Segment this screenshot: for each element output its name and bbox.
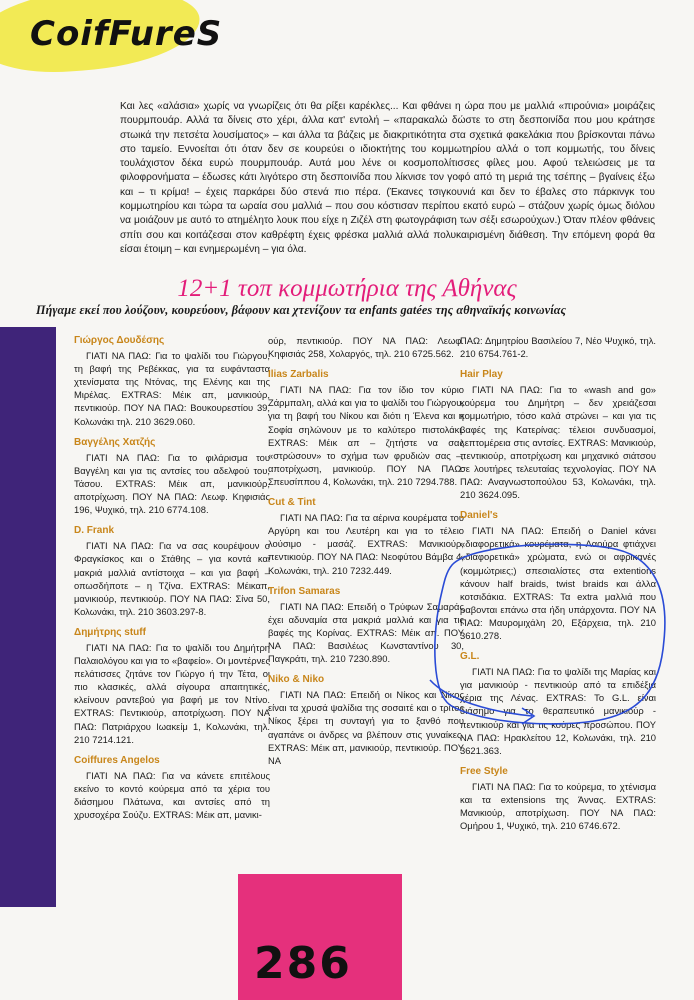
- salon-text: ΓΙΑΤΙ ΝΑ ΠΑΩ: Επειδή ο Τρύφων Σαμαράς έχει αδυναμία στα μακριά μαλλιά και για τις βαφές της Κορίνας. EXTRAS: Μέικ απ. ΠΟΥ ΝΑ ΠΑΩ: Βασιλέως Κωνσταντίνου 30, Παγκράτι, τηλ. 210 7230.890.: [268, 600, 464, 665]
- salon-name: Βαγγέλης Χατζής: [74, 436, 156, 448]
- salon-name: Niko & Niko: [268, 674, 325, 686]
- salon-name: G.L.: [460, 651, 480, 663]
- salon-text: ΓΙΑΤΙ ΝΑ ΠΑΩ: Για το φιλάρισμα του Βαγγέλη και για τις αντσίες του αδελφού του, Τάσου. EXTRAS: Μέικ απ, μανικιούρ, αποτρίχωση. ΠΟΥ ΝΑ ΠΑΩ: Λεωφ. Κηφισιάς 196, Ψυχικό, τηλ. 210 6774.108.: [74, 451, 270, 516]
- salon-text: ΓΙΑΤΙ ΝΑ ΠΑΩ: Για το ψαλίδι της Μαρίας και για μανικιούρ - πεντικιούρ από τα επιδέξια χέρια της Λένας. EXTRAS: Το G.L. είναι διάσημο για το θεραπευτικό μανικιούρ - πεντικιούρ και για τις κούρες προσώπου. ΠΟΥ ΝΑ ΠΑΩ: Ηρακλείτου 12, Κολωνάκι, τηλ. 210 3621.363.: [460, 666, 656, 756]
- salon-name: Coiffures Angelos: [74, 754, 160, 766]
- section-subtitle: Πήγαμε εκεί που λούζουν, κουρεύουν, βάφουν και χτενίζουν τα enfants gatées της αθηναϊκής κοινωνίας: [36, 303, 567, 317]
- salon-text: ΓΙΑΤΙ ΝΑ ΠΑΩ: Για τον ίδιο τον κύριο Ζάρμπαλη, αλλά και για το ψαλίδι του Γιώργου, για τη βαφή του Νίκου και διότι η Έλενα και η Σοφία σηλώνουν με το καλύτερο πιστολάκι. EXTRAS: Μέικ απ – ζητήστε να σας «στρώσουν» το σχήμα των φρυδιών σας –, αποτρίχωση, μανικιούρ. ΠΟΥ ΝΑ ΠΑΩ: Σπευσίππου 4, Κολωνάκι, τηλ. 210 7294.788.: [268, 384, 464, 487]
- salon-name: Hair Play: [460, 369, 503, 381]
- salon-text: ΠΑΩ: Δημητρίου Βασιλείου 7, Νέο Ψυχικό, τηλ. 210 6754.761-2.: [460, 335, 656, 360]
- salon-text: ΓΙΑΤΙ ΝΑ ΠΑΩ: Για τα αέρινα κουρέματα του Αργύρη και του Λευτέρη και για το τέλειο λούσιμο - μασάζ. EXTRAS: Μανικιούρ, πεντικιούρ. ΠΟΥ ΝΑ ΠΑΩ: Νεοφύτου Βάμβα 4, Κολωνάκι, τηλ. 210 7232.449.: [268, 512, 464, 576]
- salon-text: ΓΙΑΤΙ ΝΑ ΠΑΩ: Για να κάνετε επιτέλους εκείνο το κοντό κούρεμα από τα χέρια του διάσημου Πλάτωνα, και αντσίες από τη χρυσοχέρα Σούζυ. EXTRAS: Μέικ απ, μανικι-: [74, 769, 270, 821]
- salon-name: Δημήτρης stuff: [74, 626, 146, 638]
- salon-text: ΓΙΑΤΙ ΝΑ ΠΑΩ: Για το ψαλίδι του Γιώργου, τη βαφή της Ρεβέκκας, για τα ευφάνταστα χτενίσματα της Ντόνας, της Ελένης και της Μιρέλας. EXTRAS: Μέικ απ, μανικιούρ, πεντικιούρ. ΠΟΥ ΝΑ ΠΑΩ: Βουκουρεστίου 39, Κολωνάκι τηλ. 210 3629.060.: [74, 350, 270, 427]
- salon-text: ΓΙΑΤΙ ΝΑ ΠΑΩ: Για να σας κουρέψουν ο Φραγκίσκος και ο Στάθης – για κοντά και μακριά μαλλιά αντίστοιχα – και για βαφή – οπωσδήποτε – η Τζίνα. EXTRAS: Μέικαπ, μανικιούρ, πεντικιούρ. ΠΟΥ ΝΑ ΠΑΩ: Σίνα 50, Κολωνάκι, τηλ. 210 3603.297-8.: [74, 540, 270, 617]
- page-number: 286: [254, 938, 352, 989]
- salon-text: ΓΙΑΤΙ ΝΑ ΠΑΩ: Για το «wash and go» κούρεμα του Δημήτρη – δεν χρειάζεσαι κομμωτήριο, τόσο καλά στρώνει – και για τις βαφές της Κατερίνας: τέλειοι συνδυασμοί, λεπτομέρεια στις αντσίες. EXTRAS: Μανικιούρ, πεντικιούρ, αποτρίχωση και μηχανικό σιάτσου σε λουτήρες τελευταίας τεχνολογίας. ΠΟΥ ΝΑ ΠΑΩ: Αναγνωστοπούλου 53, Κολωνάκι, τηλ. 210 3624.095.: [460, 384, 656, 501]
- intro-paragraph: Και λες «αλάσια» χωρίς να γνωρίζεις ότι θα ρίξει καρέκλες... Και φθάνει η ώρα που με μαλλιά «πιρούνια» μοιράζεις πουρμπουάρ. Αλλά τα δίνεις στο χέρι, άλλα κατ' εντολή – «παρακαλώ δώστε το στη δεσποινίδα που μου κράτησε στωικά την πετσέτα λουσίματος» – και άλλα τα βάζεις με διακριτικότητα στα σχετικά φακελάκια που βρίσκονται πάνω στο ταμείο. Εννοείται ότι όταν δεν σε κουρεύει ο ιδιοκτήτης του κομμωτηρίου αλλά ο τοπ κομμωτής, του δίνεις τουλάχιστον δέκα ευρώ πουρμπουάρ. Αυτά μου λένε οι κοσμοπολίτισσες φίλες μου. Αφού τελειώσεις με τα φιλοφρονήματα – έδωσες κάτι λιγότερο στη δεσποινίδα που λίκνισε τον γοφό από τη μεριά της τσέπης – βγαίνεις έξω και – τι κρίμα! – έχεις παρκάρει δύο στενά πιο πέρα. (Έκανες τσιγκουνιά και δεν το έβαλες στο πάρκινγκ του κομμωτηρίου και τώρα τα ωραία σου μαλλιά – που σου κόστισαν περίπου εκατό ευρώ – στάζουν χωρίς όμως διόλου να μοιάζουν με αυτό το ατημέλητο λουκ που είχε η Ζιζέλ στη φωτογράφιση των σέξι εσωρούχων.) Όταν πλέον φθάνεις σπίτι σου και κοιτάζεσαι στον καθρέφτη έχεις φρέσκα μαλλιά αλλά πολυκαιρισμένη διάθεση. Την επόμενη φορά θα είσαι έτοιμη – και ενημερωμένη – για όλα.: [120, 101, 655, 255]
- salon-text: ΓΙΑΤΙ ΝΑ ΠΑΩ: Για το κούρεμα, το χτένισμα και τα extensions της Άννας. EXTRAS: Μανικιούρ, αποτρίχωση. ΠΟΥ ΝΑ ΠΑΩ: Ομήρου 1, Ψυχικό, τηλ. 210 6746.672.: [460, 780, 656, 832]
- salon-text: ΓΙΑΤΙ ΝΑ ΠΑΩ: Επειδή ο Daniel κάνει «διαφορετικά» κουρέματα, η Λαούρα φτιάχνει «διαφορετικά» χρώματα, ενώ οι αφρικανές (κομμώτριες;) σπεσιαλίστες στα extentions κάνουν half braids, twist braids και άλλα κοτσιδάκια. EXTRAS: Τα extra μαλλιά που ραβονται επάνω στα ήδη υπάρχοντα. ΠΟΥ ΝΑ ΠΑΩ: Μαυρομιχάλη 20, Εξάρχεια, τηλ. 210 3610.278.: [460, 525, 656, 641]
- salon-name: Cut & Tint: [268, 497, 316, 509]
- salon-text: ΓΙΑΤΙ ΝΑ ΠΑΩ: Επειδή οι Νίκος και Νίκος είναι τα χρυσά ψαλίδια της σοσαιτέ και ο τρίτος Νίκος ξέρει τη συνταγή για το ξανθό που αγαπάνε οι άνδρες να βλέπουν στις γυναίκες. EXTRAS: Μέικ απ, μανικιούρ, πεντικιούρ. ΠΟΥ ΝΑ: [268, 689, 464, 766]
- section-brand: CoifFureS: [30, 14, 223, 54]
- salon-text: ούρ, πεντικιούρ. ΠΟΥ ΝΑ ΠΑΩ: Λεωφ. Κηφισιάς 258, Χολαργός, τηλ. 210 6725.562.: [268, 335, 464, 360]
- salon-name: Daniel's: [460, 510, 498, 522]
- salon-name: Γιώργος Δουδέσης: [74, 335, 165, 346]
- salon-name: D. Frank: [74, 525, 115, 537]
- salon-name: Free Style: [460, 765, 508, 777]
- salon-text: ΓΙΑΤΙ ΝΑ ΠΑΩ: Για το ψαλίδι του Δημήτρη Παλαιολόγου και για το «βαφείο». Οι μοντέρνες πελάτισσες ζητάνε τον Γιώργο ή την Τέτα, οι πιο κλασικές, αλλά σίγουρα απαιτητικές, κλείνουν ραντεβού για βαφή με τον Ντίνο. EXTRAS: Πεντικιούρ, αποτρίχωση. ΠΟΥ ΝΑ ΠΑΩ: Πατριάρχου Ιωακείμ 1, Κολωνάκι, τηλ. 210 7214.121.: [74, 641, 270, 745]
- salon-name: Trifon Samaras: [268, 585, 341, 597]
- salon-name: Ilias Zarbalis: [268, 369, 329, 381]
- ink-circle-mark: [435, 544, 665, 724]
- section-title: 12+1 τοπ κομμωτήρια της Αθήνας: [177, 275, 517, 302]
